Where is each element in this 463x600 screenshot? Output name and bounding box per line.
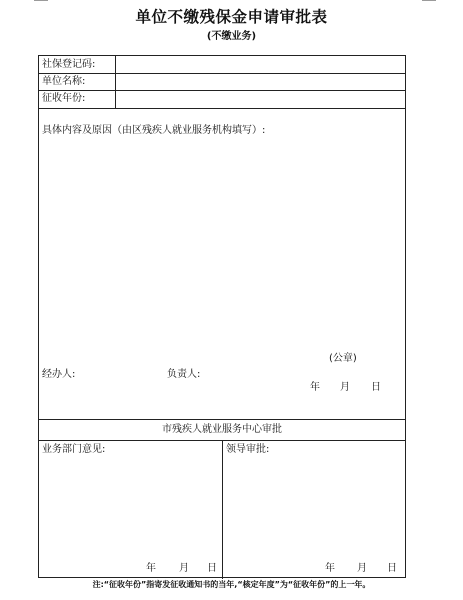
- crop-mark-left: [34, 0, 48, 1]
- content-reason-label: 具体内容及原因（由区残疾人就业服务机构填写）:: [42, 125, 266, 136]
- unit-name-label: 单位名称:: [42, 76, 86, 87]
- content-date-year: 年: [310, 382, 320, 393]
- responsible-person-label: 负责人:: [167, 369, 201, 380]
- dept-date-day: 日: [207, 563, 217, 574]
- approval-section-header: 市残疾人就业服务中心审批: [162, 424, 282, 435]
- social-security-code-label: 社保登记码:: [42, 59, 96, 70]
- collection-year-field[interactable]: [117, 91, 404, 107]
- approval-form-table: [38, 55, 406, 578]
- leader-date-year: 年: [325, 563, 335, 574]
- official-seal-label: (公章): [329, 353, 357, 364]
- department-opinion-label: 业务部门意见:: [42, 444, 106, 455]
- leader-approval-label: 领导审批:: [226, 444, 270, 455]
- label-column-divider: [115, 56, 116, 108]
- leader-date-day: 日: [387, 563, 397, 574]
- approval-column-divider: [222, 440, 223, 579]
- crop-mark-right: [422, 0, 436, 1]
- form-title: 单位不缴残保金申请审批表: [135, 7, 328, 26]
- dept-date-year: 年: [146, 563, 156, 574]
- dept-date-month: 月: [179, 563, 189, 574]
- content-date-day: 日: [371, 382, 381, 393]
- row-divider: [39, 108, 405, 109]
- form-subtitle: (不缴业务): [206, 31, 257, 42]
- leader-date-month: 月: [357, 563, 367, 574]
- social-security-code-field[interactable]: [117, 56, 404, 73]
- form-footnote: 注:“征收年份”指寄发征收通知书的当年,“核定年度”为“征收年份”的上一年。: [92, 580, 371, 589]
- collection-year-label: 征收年份:: [42, 93, 86, 104]
- section-divider: [39, 419, 405, 420]
- content-date-month: 月: [340, 382, 350, 393]
- handler-label: 经办人:: [42, 369, 76, 380]
- unit-name-field[interactable]: [117, 74, 404, 90]
